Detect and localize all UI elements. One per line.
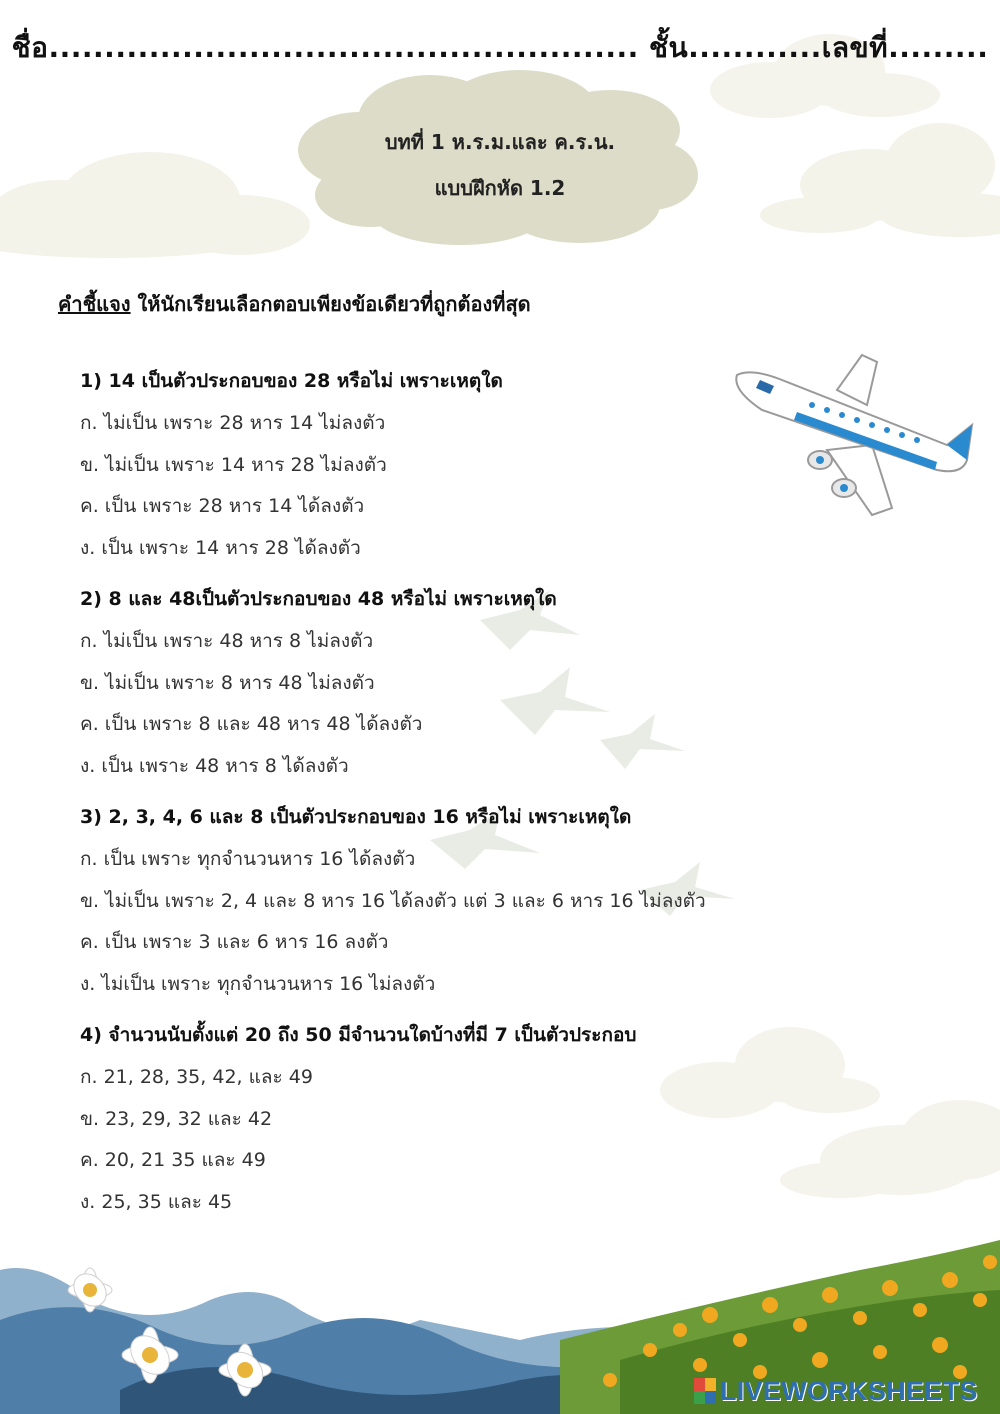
choice-2d[interactable]: ง. เป็น เพราะ 48 หาร 8 ได้ลงตัว	[80, 755, 349, 777]
question-2: 2) 8 และ 48เป็นตัวประกอบของ 48 หรือไม่ เพราะเหตุใด	[80, 588, 557, 610]
logo-text: LIVEWORKSHEETS	[720, 1375, 978, 1406]
exercise-title: แบบฝึกหัด 1.2	[434, 176, 566, 200]
decorative-cloud	[780, 1100, 1000, 1198]
instruction-text: ให้นักเรียนเลือกตอบเพียงข้อเดียวที่ถูกต้องที่สุด	[130, 292, 531, 316]
liveworksheets-logo	[694, 1374, 978, 1408]
choice-1a[interactable]: ก. ไม่เป็น เพราะ 28 หาร 14 ไม่ลงตัว	[80, 412, 386, 434]
decorative-cloud	[760, 123, 1000, 237]
choice-2a[interactable]: ก. ไม่เป็น เพราะ 48 หาร 8 ไม่ลงตัว	[80, 630, 374, 652]
decorative-birds	[430, 590, 735, 916]
instruction-label: คำชี้แจง	[58, 292, 131, 316]
choice-1b[interactable]: ข. ไม่เป็น เพราะ 14 หาร 28 ไม่ลงตัว	[80, 454, 387, 476]
choice-4d[interactable]: ง. 25, 35 และ 45	[80, 1191, 233, 1213]
choice-4c[interactable]: ค. 20, 21 35 และ 49	[80, 1149, 266, 1171]
choice-1d[interactable]: ง. เป็น เพราะ 14 หาร 28 ได้ลงตัว	[80, 537, 361, 559]
question-1: 1) 14 เป็นตัวประกอบของ 28 หรือไม่ เพราะเหตุใด	[80, 370, 503, 392]
airplane-icon	[722, 350, 982, 520]
choice-2b[interactable]: ข. ไม่เป็น เพราะ 8 หาร 48 ไม่ลงตัว	[80, 672, 375, 694]
choice-4a[interactable]: ก. 21, 28, 35, 42, และ 49	[80, 1066, 313, 1088]
chapter-title: บทที่ 1 ห.ร.ม.และ ค.ร.น.	[384, 130, 616, 154]
choice-3c[interactable]: ค. เป็น เพราะ 3 และ 6 หาร 16 ลงตัว	[80, 931, 389, 953]
question-3: 3) 2, 3, 4, 6 และ 8 เป็นตัวประกอบของ 16 หรือไม่ เพราะเหตุใด	[80, 806, 632, 828]
choice-3a[interactable]: ก. เป็น เพราะ ทุกจำนวนหาร 16 ได้ลงตัว	[80, 848, 416, 870]
question-4: 4) จำนวนนับตั้งแต่ 20 ถึง 50 มีจำนวนใดบ้างที่มี 7 เป็นตัวประกอบ	[80, 1024, 637, 1046]
logo-box-icon	[694, 1378, 716, 1404]
choice-3d[interactable]: ง. ไม่เป็น เพราะ ทุกจำนวนหาร 16 ไม่ลงตัว	[80, 973, 436, 995]
choice-2c[interactable]: ค. เป็น เพราะ 8 และ 48 หาร 48 ได้ลงตัว	[80, 713, 423, 735]
decorative-cloud	[660, 1027, 880, 1118]
decorative-cloud	[0, 152, 310, 258]
choice-3b[interactable]: ข. ไม่เป็น เพราะ 2, 4 และ 8 หาร 16 ได้ลงตัว แต่ 3 และ 6 หาร 16 ไม่ลงตัว	[80, 890, 706, 912]
choice-1c[interactable]: ค. เป็น เพราะ 28 หาร 14 ได้ลงตัว	[80, 495, 365, 517]
instruction	[58, 288, 531, 320]
student-info-header: ชื่อ..................................................... ชั้น............เลขที่.........	[11, 31, 989, 64]
choice-4b[interactable]: ข. 23, 29, 32 และ 42	[80, 1108, 273, 1130]
title-cloud	[300, 96, 700, 246]
